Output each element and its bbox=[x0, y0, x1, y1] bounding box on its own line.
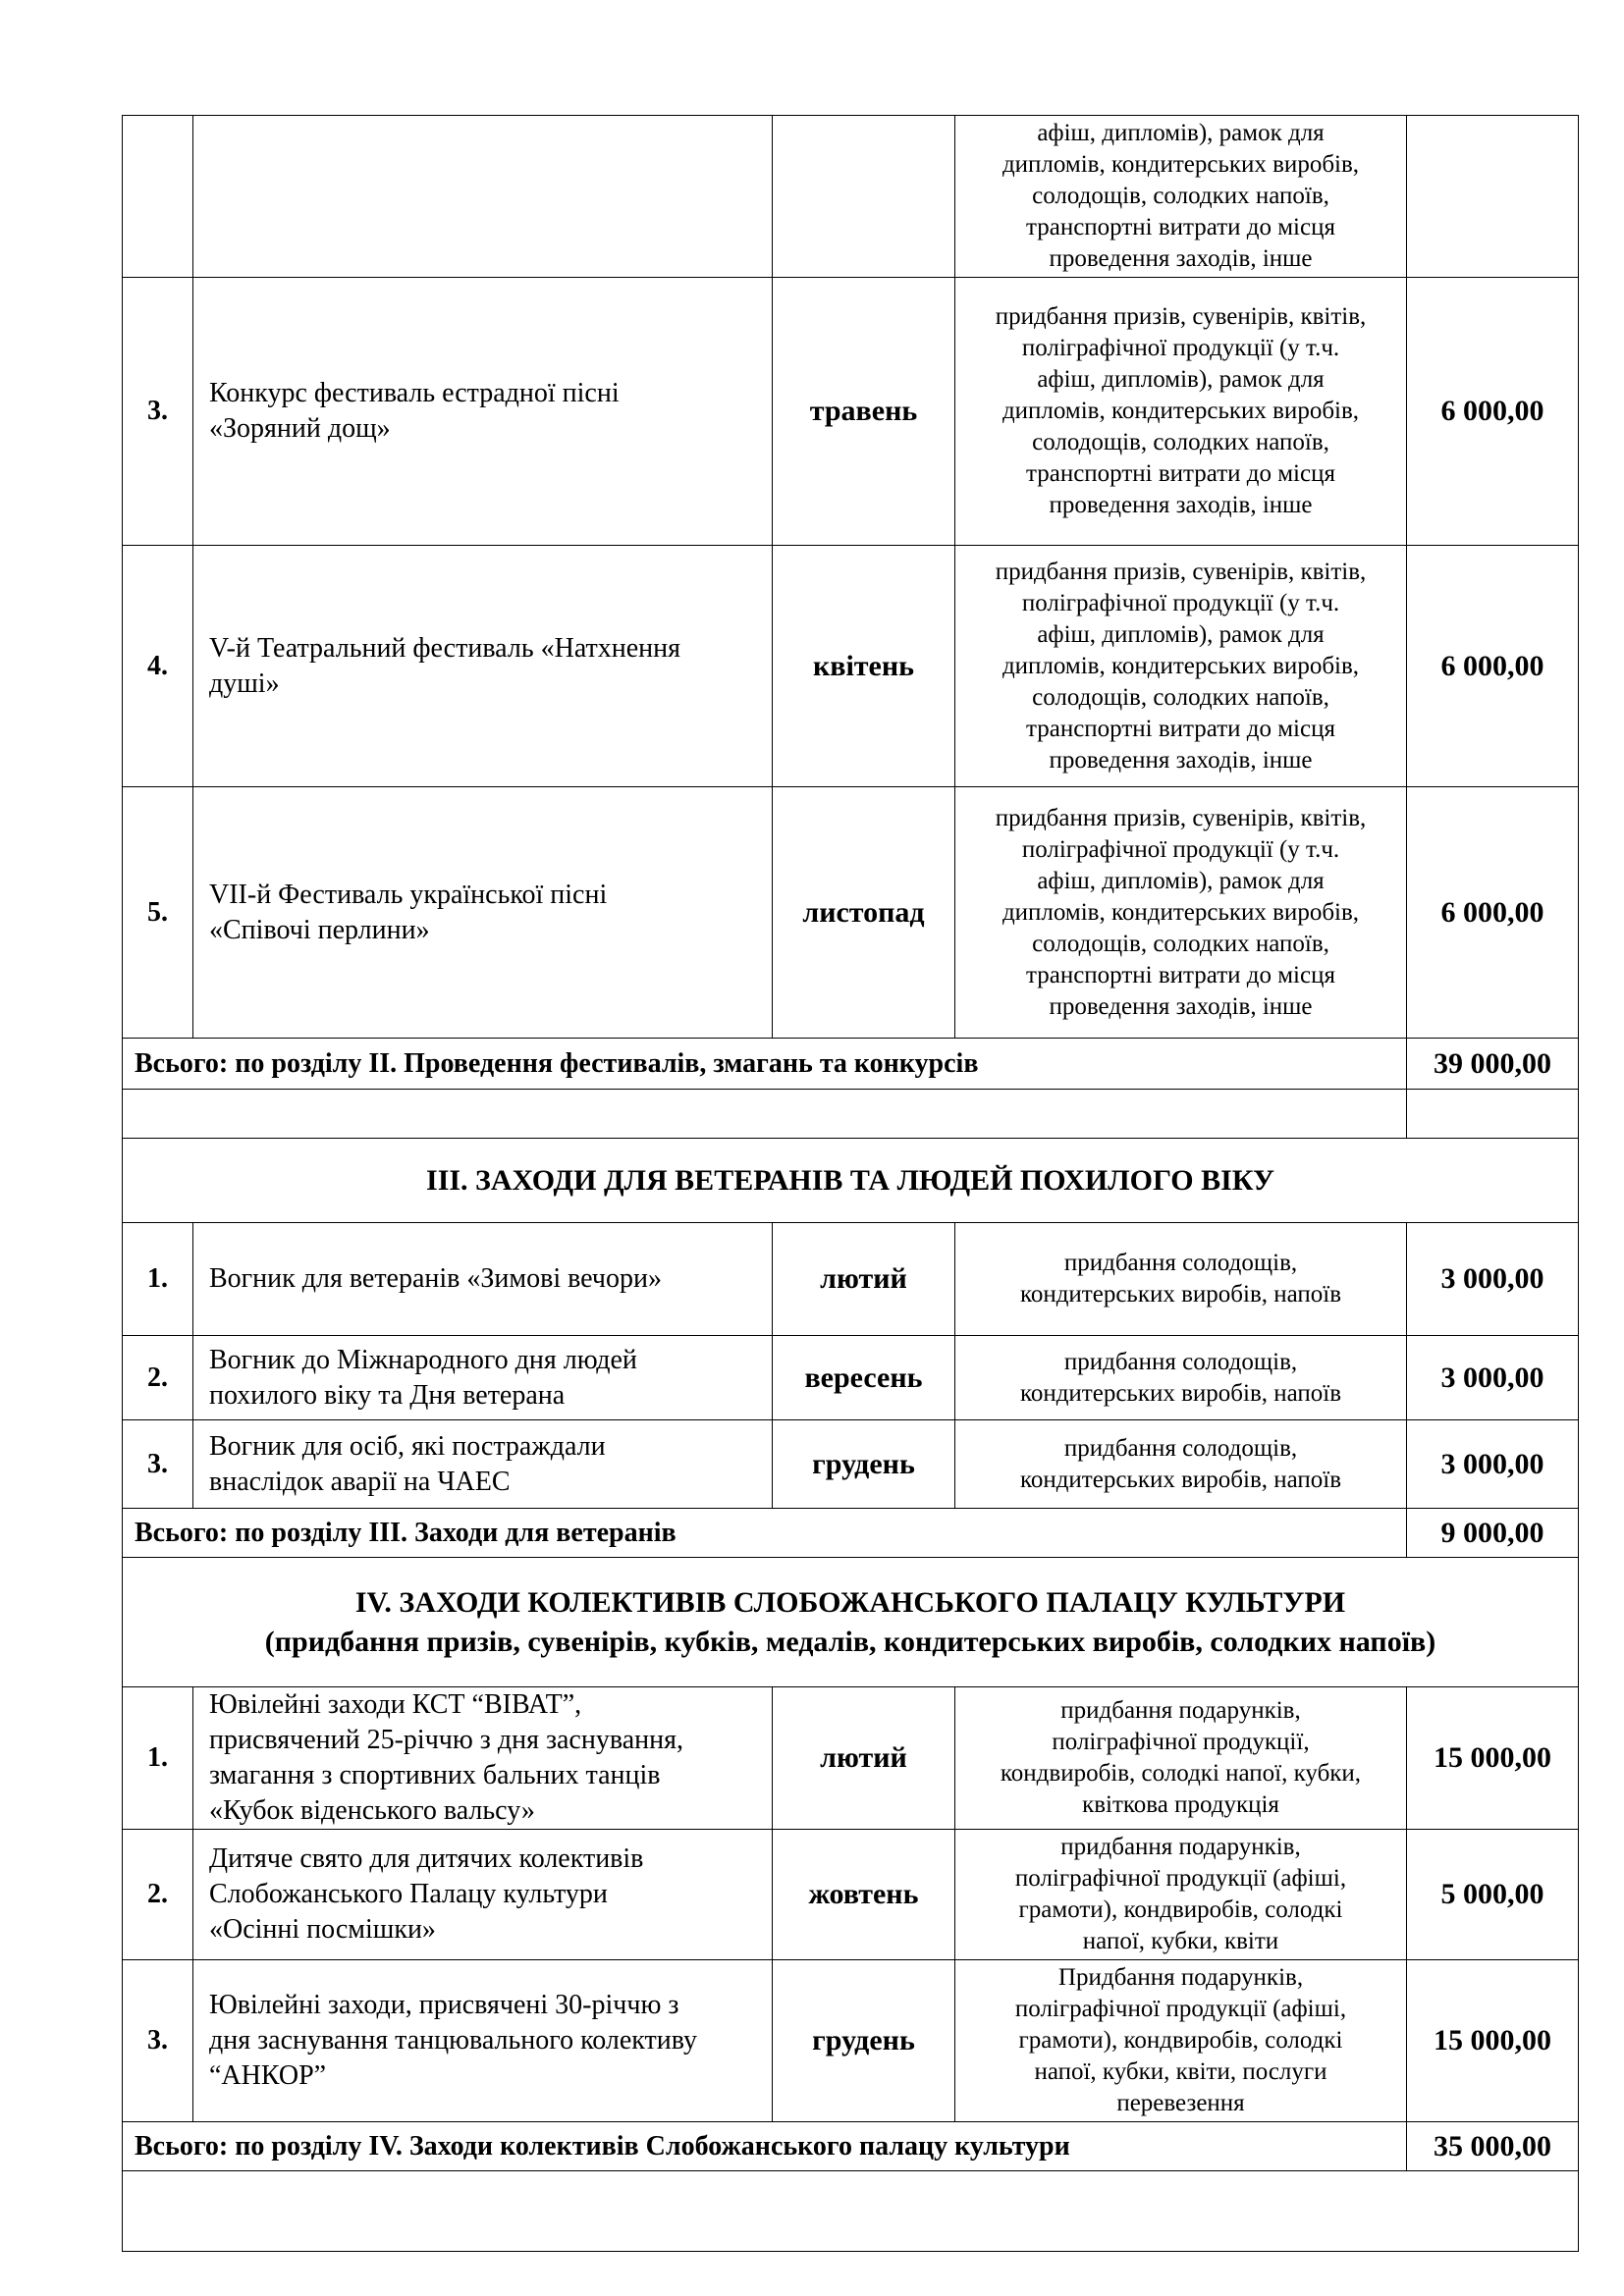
event-month: грудень bbox=[773, 1420, 955, 1509]
section-heading: ІІІ. ЗАХОДИ ДЛЯ ВЕТЕРАНІВ ТА ЛЮДЕЙ ПОХИЛОГО ВІКУ bbox=[123, 1139, 1579, 1223]
expense-description: Придбання подарунків, поліграфічної продукції (афіші, грамоти), кондвиробів, солодкі напої, кубки, квіти, послуги перевезення bbox=[955, 1960, 1407, 2122]
event-month: травень bbox=[773, 278, 955, 546]
row-number: 3. bbox=[123, 1960, 193, 2122]
expense-description: придбання призів, сувенірів, квітів, поліграфічної продукції (у т.ч. афіш, дипломів), рамок для дипломів, кондитерських виробів, солодощів, солодких напоїв, транспортні витрати до місця проведення заходів, інше bbox=[955, 546, 1407, 787]
amount: 6 000,00 bbox=[1407, 546, 1579, 787]
amount: 15 000,00 bbox=[1407, 1687, 1579, 1830]
event-name: VII-й Фестиваль української пісні «Співочі перлини» bbox=[193, 787, 773, 1039]
expense-description: придбання солодощів, кондитерських виробів, напоїв bbox=[955, 1336, 1407, 1420]
table-row bbox=[123, 1687, 1579, 1830]
empty-row bbox=[123, 1090, 1579, 1139]
section-total-label: Всього: по розділу IV. Заходи колективів Слобожанського палацу культури bbox=[123, 2122, 1407, 2171]
amount: 15 000,00 bbox=[1407, 1960, 1579, 2122]
event-name: Дитяче свято для дитячих колективів Слобожанського Палацу культури «Осінні посмішки» bbox=[193, 1830, 773, 1960]
event-name: V-й Театральний фестиваль «Натхнення душі» bbox=[193, 546, 773, 787]
section-heading-row bbox=[123, 1558, 1579, 1687]
event-name: Ювілейні заходи КСТ “ВІВАТ”, присвячений 25-річчю з дня заснування, змагання з спортивних бальних танців «Кубок віденського вальсу» bbox=[193, 1687, 773, 1830]
section-total-label: Всього: по розділу ІІ. Проведення фестивалів, змагань та конкурсів bbox=[123, 1039, 1407, 1090]
section-total-amount: 39 000,00 bbox=[1407, 1039, 1579, 1090]
table-row bbox=[123, 1960, 1579, 2122]
table-row-continued bbox=[123, 116, 1579, 278]
section-total-amount: 9 000,00 bbox=[1407, 1509, 1579, 1558]
section-heading bbox=[123, 1558, 1579, 1687]
row-number: 2. bbox=[123, 1830, 193, 1960]
event-month: листопад bbox=[773, 787, 955, 1039]
amount-cell bbox=[1407, 116, 1579, 278]
table-row bbox=[123, 787, 1579, 1039]
empty-cell bbox=[123, 2171, 1579, 2252]
section-heading-row bbox=[123, 1139, 1579, 1223]
table-row bbox=[123, 1336, 1579, 1420]
row-number: 4. bbox=[123, 546, 193, 787]
table-row bbox=[123, 546, 1579, 787]
section-total-row bbox=[123, 2122, 1579, 2171]
event-month: грудень bbox=[773, 1960, 955, 2122]
event-name: Конкурс фестиваль естрадної пісні «Зоряний дощ» bbox=[193, 278, 773, 546]
expense-description: афіш, дипломів), рамок для дипломів, кондитерських виробів, солодощів, солодких напоїв, транспортні витрати до місця проведення заходів, інше bbox=[955, 116, 1407, 278]
row-number: 1. bbox=[123, 1687, 193, 1830]
expense-description: придбання солодощів, кондитерських виробів, напоїв bbox=[955, 1420, 1407, 1509]
section-heading-subtitle: (придбання призів, сувенірів, кубків, медалів, кондитерських виробів, солодких напоїв) bbox=[264, 1625, 1436, 1658]
amount: 6 000,00 bbox=[1407, 787, 1579, 1039]
table-row bbox=[123, 278, 1579, 546]
budget-table bbox=[122, 115, 1579, 2252]
row-number: 3. bbox=[123, 278, 193, 546]
row-number-cell bbox=[123, 116, 193, 278]
table-row bbox=[123, 1830, 1579, 1960]
event-name: Ювілейні заходи, присвячені 30-річчю з дня заснування танцювального колективу “АНКОР” bbox=[193, 1960, 773, 2122]
row-number: 1. bbox=[123, 1223, 193, 1336]
amount: 3 000,00 bbox=[1407, 1420, 1579, 1509]
expense-description: придбання солодощів, кондитерських виробів, напоїв bbox=[955, 1223, 1407, 1336]
amount: 6 000,00 bbox=[1407, 278, 1579, 546]
table-row bbox=[123, 1223, 1579, 1336]
section-total-row bbox=[123, 1039, 1579, 1090]
empty-cell bbox=[123, 1090, 1407, 1139]
section-heading-title: IV. ЗАХОДИ КОЛЕКТИВІВ СЛОБОЖАНСЬКОГО ПАЛАЦУ КУЛЬТУРИ bbox=[354, 1585, 1346, 1619]
event-name-cell bbox=[193, 116, 773, 278]
expense-description: придбання подарунків, поліграфічної продукції (афіші, грамоти), кондвиробів, солодкі напої, кубки, квіти bbox=[955, 1830, 1407, 1960]
expense-description: придбання призів, сувенірів, квітів, поліграфічної продукції (у т.ч. афіш, дипломів), рамок для дипломів, кондитерських виробів, солодощів, солодких напоїв, транспортні витрати до місця проведення заходів, інше bbox=[955, 278, 1407, 546]
event-month: лютий bbox=[773, 1223, 955, 1336]
amount: 3 000,00 bbox=[1407, 1223, 1579, 1336]
section-total-label: Всього: по розділу ІІІ. Заходи для ветеранів bbox=[123, 1509, 1407, 1558]
amount: 5 000,00 bbox=[1407, 1830, 1579, 1960]
event-month: жовтень bbox=[773, 1830, 955, 1960]
row-number: 2. bbox=[123, 1336, 193, 1420]
empty-cell bbox=[1407, 1090, 1579, 1139]
row-number: 3. bbox=[123, 1420, 193, 1509]
event-month: квітень bbox=[773, 546, 955, 787]
month-cell bbox=[773, 116, 955, 278]
event-month: лютий bbox=[773, 1687, 955, 1830]
expense-description: придбання призів, сувенірів, квітів, поліграфічної продукції (у т.ч. афіш, дипломів), рамок для дипломів, кондитерських виробів, солодощів, солодких напоїв, транспортні витрати до місця проведення заходів, інше bbox=[955, 787, 1407, 1039]
section-total-row bbox=[123, 1509, 1579, 1558]
row-number: 5. bbox=[123, 787, 193, 1039]
event-name: Вогник для ветеранів «Зимові вечори» bbox=[193, 1223, 773, 1336]
event-name: Вогник для осіб, які постраждали внаслідок аварії на ЧАЕС bbox=[193, 1420, 773, 1509]
event-month: вересень bbox=[773, 1336, 955, 1420]
empty-row bbox=[123, 2171, 1579, 2252]
amount: 3 000,00 bbox=[1407, 1336, 1579, 1420]
event-name: Вогник до Міжнародного дня людей похилого віку та Дня ветерана bbox=[193, 1336, 773, 1420]
section-total-amount: 35 000,00 bbox=[1407, 2122, 1579, 2171]
table-row bbox=[123, 1420, 1579, 1509]
expense-description: придбання подарунків, поліграфічної продукції, кондвиробів, солодкі напої, кубки, квіткова продукція bbox=[955, 1687, 1407, 1830]
